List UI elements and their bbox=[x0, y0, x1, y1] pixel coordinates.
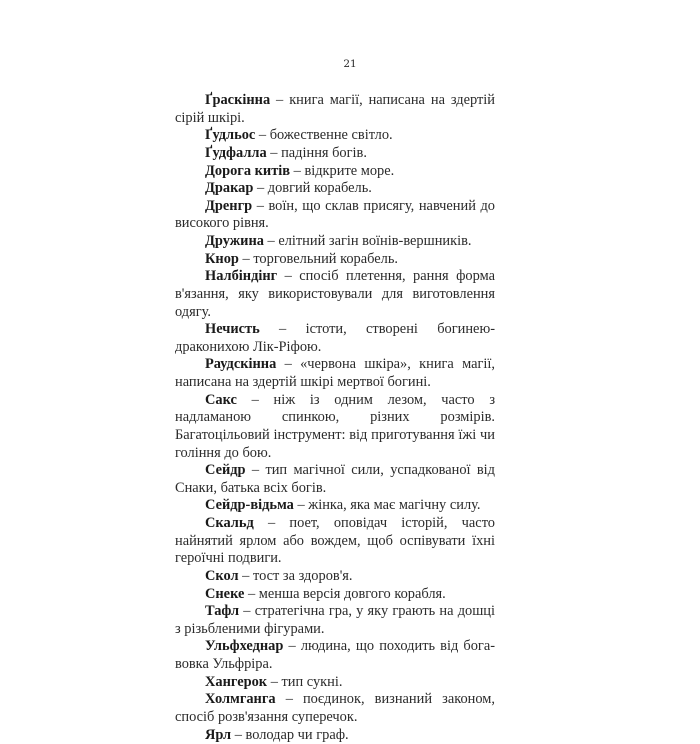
glossary-term: Хангерок bbox=[205, 674, 267, 690]
glossary-definition: торговельний корабель. bbox=[253, 251, 398, 267]
glossary-term: Кнор bbox=[205, 251, 239, 267]
glossary-definition: божественне світло. bbox=[270, 127, 393, 143]
glossary-entry bbox=[175, 251, 495, 269]
glossary-entry bbox=[175, 568, 495, 586]
glossary-term: Дружина bbox=[205, 233, 264, 249]
glossary-definition: спосіб плетення, рання форма в'язання, яку використовували для виготовлення одягу. bbox=[175, 268, 495, 319]
glossary-entry bbox=[175, 691, 495, 726]
term-dash: – bbox=[239, 603, 255, 619]
glossary-term: Ґраскінна bbox=[205, 92, 270, 108]
glossary-term: Ярл bbox=[205, 727, 231, 743]
term-dash: – bbox=[246, 462, 266, 478]
glossary-term: Сейдр bbox=[205, 462, 246, 478]
term-dash: – bbox=[239, 251, 253, 267]
term-dash: – bbox=[267, 145, 281, 161]
term-dash: – bbox=[276, 356, 300, 372]
glossary-definition: елітний загін воїнів-вершників. bbox=[278, 233, 471, 249]
glossary-entry bbox=[175, 145, 495, 163]
glossary-definition: ніж із одним лезом, часто з надламаною спинкою, різних розмірів. Багатоцільовий інструмент: від приготування їжі чи гоління до бою. bbox=[175, 392, 495, 461]
glossary-definition: воїн, що склав присягу, навчений до високого рівня. bbox=[175, 198, 495, 232]
glossary-definition: поет, оповідач історій, часто найнятий ярлом або вождем, щоб оспівувати їхні героїчні подвиги. bbox=[175, 515, 495, 566]
glossary-term: Тафл bbox=[205, 603, 239, 619]
glossary-definition: людина, що походить від бога-вовка Ульфріра. bbox=[175, 638, 495, 672]
term-dash: – bbox=[252, 198, 268, 214]
glossary-entry bbox=[175, 603, 495, 638]
glossary-definition: відкрите море. bbox=[304, 163, 394, 179]
glossary-term: Скол bbox=[205, 568, 239, 584]
glossary-term: Раудскінна bbox=[205, 356, 276, 372]
glossary-entry bbox=[175, 233, 495, 251]
glossary-entry bbox=[175, 638, 495, 673]
glossary-entry bbox=[175, 163, 495, 181]
glossary-entry bbox=[175, 497, 495, 515]
glossary-entry bbox=[175, 92, 495, 127]
glossary-term: Дренгр bbox=[205, 198, 252, 214]
term-dash: – bbox=[237, 392, 274, 408]
glossary-entry bbox=[175, 321, 495, 356]
glossary-entry bbox=[175, 462, 495, 497]
term-dash: – bbox=[290, 163, 304, 179]
glossary-entry bbox=[175, 727, 495, 744]
glossary-definition: володар чи граф. bbox=[246, 727, 349, 743]
term-dash: – bbox=[277, 268, 299, 284]
glossary-term: Ґудльос bbox=[205, 127, 255, 143]
glossary-term: Нечисть bbox=[205, 321, 260, 337]
glossary-definition: падіння богів. bbox=[281, 145, 367, 161]
term-dash: – bbox=[294, 497, 308, 513]
term-dash: – bbox=[267, 674, 281, 690]
term-dash: – bbox=[244, 586, 258, 602]
glossary-term: Сакс bbox=[205, 392, 237, 408]
glossary-term: Холмганга bbox=[205, 691, 276, 707]
glossary-list bbox=[175, 92, 495, 744]
glossary-definition: менша версія довгого корабля. bbox=[259, 586, 446, 602]
glossary-term: Скальд bbox=[205, 515, 254, 531]
term-dash: – bbox=[253, 180, 267, 196]
glossary-term: Дракар bbox=[205, 180, 253, 196]
glossary-definition: жінка, яка має магічну силу. bbox=[308, 497, 480, 513]
term-dash: – bbox=[231, 727, 245, 743]
glossary-definition: довгий корабель. bbox=[268, 180, 372, 196]
glossary-entry bbox=[175, 127, 495, 145]
glossary-definition: тост за здоров'я. bbox=[253, 568, 353, 584]
glossary-entry bbox=[175, 515, 495, 568]
glossary-entry bbox=[175, 268, 495, 321]
glossary-definition: книга магії, написана на здертій сірій шкірі. bbox=[175, 92, 495, 126]
glossary-definition: істоти, створені богинею-драконихою Лік-Ріфою. bbox=[175, 321, 495, 355]
glossary-definition: стратегічна гра, у яку грають на дошці з різьбленими фігурами. bbox=[175, 603, 495, 637]
glossary-definition: тип магічної сили, успадкованої від Снаки, батька всіх богів. bbox=[175, 462, 495, 496]
glossary-term: Ґудфалла bbox=[205, 145, 267, 161]
term-dash: – bbox=[276, 691, 303, 707]
glossary-term: Ульфхеднар bbox=[205, 638, 283, 654]
glossary-entry bbox=[175, 674, 495, 692]
term-dash: – bbox=[283, 638, 300, 654]
glossary-term: Налбіндінг bbox=[205, 268, 277, 284]
glossary-term: Дорога китів bbox=[205, 163, 290, 179]
glossary-entry bbox=[175, 356, 495, 391]
term-dash: – bbox=[254, 515, 290, 531]
glossary-entry bbox=[175, 586, 495, 604]
glossary-entry bbox=[175, 392, 495, 463]
glossary-definition: тип сукні. bbox=[282, 674, 343, 690]
term-dash: – bbox=[239, 568, 253, 584]
glossary-term: Снеке bbox=[205, 586, 244, 602]
term-dash: – bbox=[270, 92, 289, 108]
glossary-entry bbox=[175, 198, 495, 233]
glossary-definition: «червона шкіра», книга магії, написана на здертій шкірі мертвої богині. bbox=[175, 356, 495, 390]
term-dash: – bbox=[264, 233, 278, 249]
page-number: 21 bbox=[0, 58, 700, 70]
glossary-term: Сейдр-відьма bbox=[205, 497, 294, 513]
glossary-entry bbox=[175, 180, 495, 198]
term-dash: – bbox=[255, 127, 269, 143]
glossary-definition: поєдинок, визнаний законом, спосіб розв'язання суперечок. bbox=[175, 691, 495, 725]
term-dash: – bbox=[260, 321, 306, 337]
